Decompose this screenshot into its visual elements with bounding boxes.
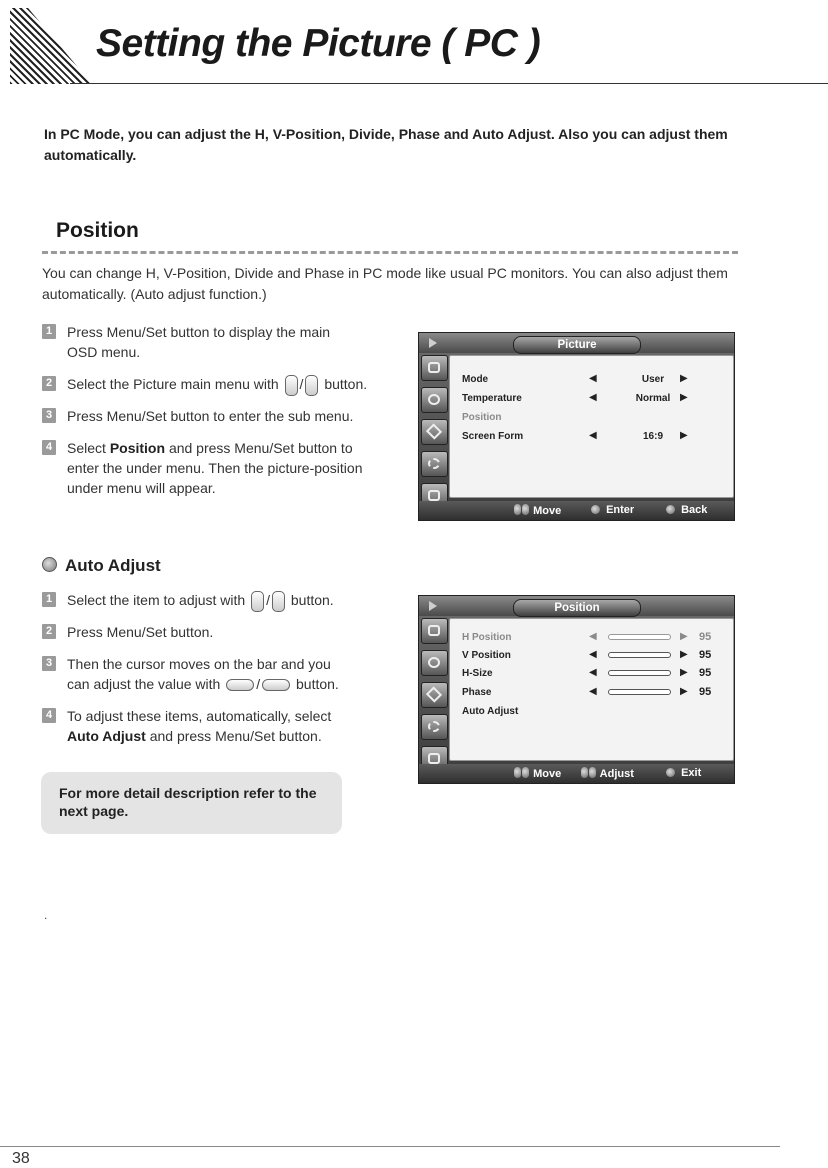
footer-exit: Exit (666, 767, 701, 779)
picture-icon[interactable] (421, 618, 448, 644)
osd-row-auto-adjust[interactable]: Auto Adjust (462, 706, 519, 717)
exit-button-icon (666, 768, 675, 777)
left-arrow-icon[interactable]: ◀ (589, 667, 597, 678)
sound-icon[interactable] (421, 387, 448, 413)
up-down-icon (514, 767, 521, 778)
slider-value: 95 (699, 649, 712, 661)
osd-titlebar (419, 333, 734, 353)
h-size-slider[interactable] (608, 670, 671, 676)
footer-adjust: Adjust (581, 767, 634, 780)
down-button-icon (305, 375, 318, 396)
step-number: 4 (42, 708, 56, 723)
header-hatch-decoration (10, 8, 92, 84)
footer-rule (0, 1146, 780, 1147)
left-arrow-icon[interactable]: ◀ (589, 649, 597, 660)
header-rule (70, 83, 828, 84)
right-arrow-icon[interactable]: ▶ (680, 392, 688, 403)
step-text: Select the Picture main menu with / button. (67, 374, 397, 396)
step-number: 1 (42, 324, 56, 339)
note-box: For more detail description refer to the next page. (41, 772, 342, 834)
sound-icon[interactable] (421, 650, 448, 676)
section-description: You can change H, V-Position, Divide and Phase in PC mode like usual PC monitors. You can also adjust them automatically. (Auto adjust function.) (42, 265, 728, 302)
step-number: 3 (42, 408, 56, 423)
osd-row-v-position[interactable]: V Position ◀ ▶ 95 (462, 649, 712, 661)
osd-footer (419, 764, 734, 783)
footer-back: Back (666, 504, 707, 516)
osd-position-menu (418, 595, 735, 784)
slider-value: 95 (699, 686, 712, 698)
intro-text: In PC Mode, you can adjust the H, V-Position, Divide, Phase and Auto Adjust. Also you can adjust them automatically. (44, 126, 728, 163)
step-text: To adjust these items, automatically, select Auto Adjust and press Menu/Set button. (67, 708, 332, 744)
right-arrow-icon[interactable]: ▶ (680, 667, 688, 678)
right-arrow-icon[interactable]: ▶ (680, 430, 688, 441)
picture-icon[interactable] (421, 355, 448, 381)
osd-tab-picture[interactable]: Picture (513, 336, 641, 354)
right-arrow-icon[interactable]: ▶ (680, 686, 688, 697)
subsection-title-auto-adjust: Auto Adjust (42, 556, 161, 576)
osd-row-position[interactable]: Position (462, 412, 502, 423)
right-arrow-icon[interactable]: ▶ (680, 373, 688, 384)
osd-footer (419, 501, 734, 520)
slider-value: 95 (699, 631, 712, 643)
timer-icon[interactable] (421, 451, 448, 477)
osd-row-temperature[interactable]: Temperature ◀ Normal ▶ (462, 392, 688, 404)
osd-row-screen-form[interactable]: Screen Form ◀ 16:9 ▶ (462, 430, 688, 442)
step-text: Press Menu/Set button. (67, 624, 214, 640)
footer-move: Move (514, 504, 561, 517)
up-button-icon (251, 591, 264, 612)
section-title-position: Position (56, 219, 139, 242)
left-button-icon (226, 679, 254, 691)
step-number: 2 (42, 624, 56, 639)
step-text: Press Menu/Set button to display the main OSD menu. (67, 324, 331, 360)
footer-enter: Enter (591, 504, 634, 516)
phase-slider[interactable] (608, 689, 671, 695)
page-title: Setting the Picture ( PC ) (96, 22, 541, 65)
osd-row-h-size[interactable]: H-Size ◀ ▶ 95 (462, 667, 712, 679)
step-number: 3 (42, 656, 56, 671)
enter-button-icon (591, 505, 600, 514)
slider-value: 95 (699, 667, 712, 679)
right-arrow-icon[interactable]: ▶ (680, 649, 688, 660)
step-text: Select Position and press Menu/Set button to enter the under menu. Then the picture-position under menu will appear. (67, 440, 363, 496)
osd-tab-position[interactable]: Position (513, 599, 641, 617)
osd-picture-menu (418, 332, 735, 521)
osd-icon-column (421, 355, 448, 515)
h-position-slider[interactable] (608, 634, 671, 640)
up-button-icon (285, 375, 298, 396)
right-button-icon (262, 679, 290, 691)
timer-icon[interactable] (421, 714, 448, 740)
step-text: Select the item to adjust with / button. (67, 590, 397, 612)
up-down-icon (514, 504, 521, 515)
osd-row-mode[interactable]: Mode ◀ User ▶ (462, 373, 688, 385)
step-number: 4 (42, 440, 56, 455)
left-arrow-icon[interactable]: ◀ (589, 631, 597, 642)
stray-dot: . (44, 908, 48, 922)
step-number: 1 (42, 592, 56, 607)
left-arrow-icon[interactable]: ◀ (589, 373, 597, 384)
bullet-icon (42, 557, 57, 572)
left-arrow-icon[interactable]: ◀ (589, 430, 597, 441)
left-right-icon (581, 767, 588, 778)
section-divider (42, 251, 738, 254)
setup-tools-icon[interactable] (421, 419, 448, 445)
setup-tools-icon[interactable] (421, 682, 448, 708)
slash: / (299, 376, 304, 392)
back-button-icon (666, 505, 675, 514)
osd-icon-column (421, 618, 448, 778)
step-number: 2 (42, 376, 56, 391)
osd-titlebar (419, 596, 734, 616)
v-position-slider[interactable] (608, 652, 671, 658)
down-button-icon (272, 591, 285, 612)
osd-panel (449, 355, 734, 498)
left-arrow-icon[interactable]: ◀ (589, 392, 597, 403)
osd-panel (449, 618, 734, 761)
osd-row-h-position[interactable]: H Position ◀ ▶ 95 (462, 631, 712, 643)
right-arrow-icon[interactable]: ▶ (680, 631, 688, 642)
page-number: 38 (12, 1150, 30, 1167)
step-text: Press Menu/Set button to enter the sub menu. (67, 408, 354, 424)
osd-row-phase[interactable]: Phase ◀ ▶ 95 (462, 686, 712, 698)
footer-move: Move (514, 767, 561, 780)
left-arrow-icon[interactable]: ◀ (589, 686, 597, 697)
step-text: Then the cursor moves on the bar and you can adjust the value with / button. (67, 656, 339, 692)
